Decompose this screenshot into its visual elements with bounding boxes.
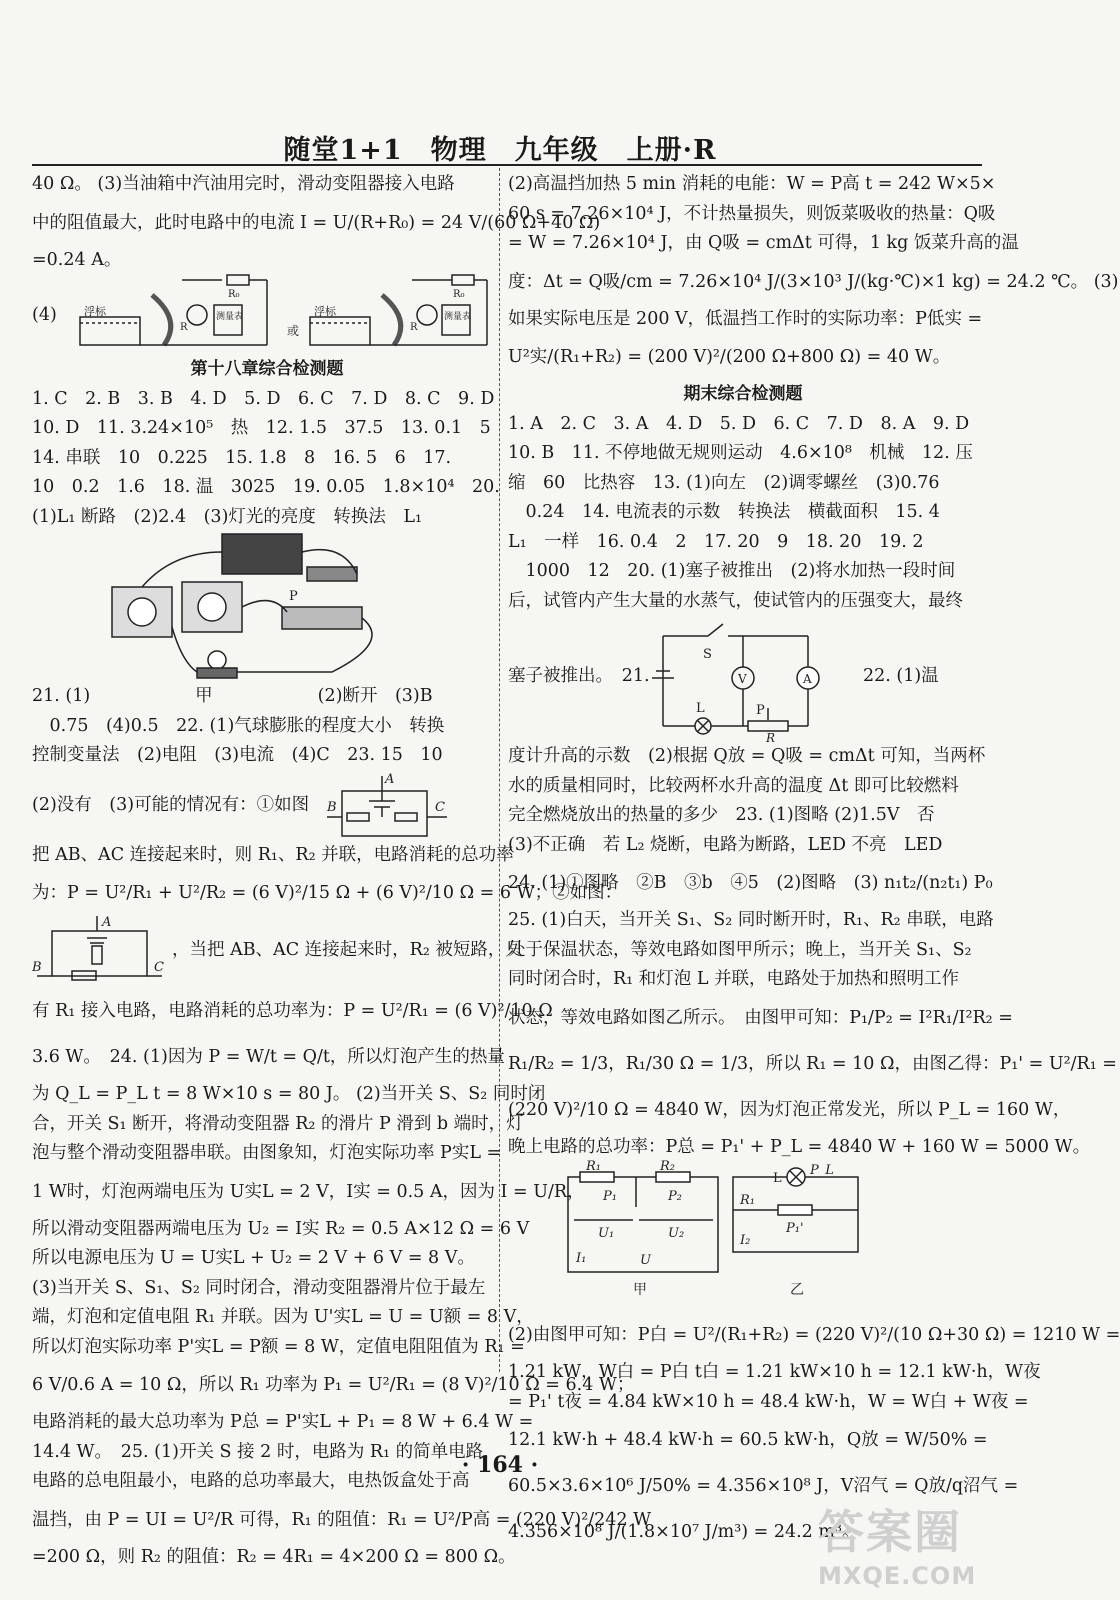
answer-line: 10. D 11. 3.24×10⁵ 热 12. 1.5 37.5 13. 0.1 5 [32,418,491,438]
lamp-bulb [208,651,226,669]
answer-line: 电路的总电阻最小，电路的总功率最大，电热饭盒处于高 [32,1471,470,1491]
answer-line: 3.6 W。 24. (1)因为 P = W/t = Q/t，所以灯泡产生的热量 [32,1047,505,1067]
answer-line: 12.1 kW·h + 48.4 kW·h = 60.5 kW·h，Q放 = W/50% = [508,1430,988,1450]
answer-line: 完全燃烧放出的热量的多少 23. (1)图略 (2)1.5V 否 [508,805,935,825]
answer-line: 为：P = U²/R₁ + U²/R₂ = (6 V)²/15 Ω + (6 V)²/10 Ω = 6 W；②如图： [32,883,623,903]
answer-line: 度计升高的示数 (2)根据 Q放 = Q吸 = cmΔt 可知，当两杯 [508,746,986,766]
fuel-gauge-diagrams [32,275,492,355]
svg-text:B: B [32,960,42,975]
tank-right [310,317,370,345]
right-column [508,170,1120,1555]
answer-line: 1000 12 20. (1)塞子被推出 (2)将水加热一段时间 [508,561,956,581]
answer-line: = W = 7.26×10⁴ J，由 Q吸 = cmΔt 可得，1 kg 饭菜升高的温 [508,233,1019,253]
answer-line: 水的质量相同时，比较两杯水升高的温度 Δt 即可比较燃料 [508,775,959,796]
meter-circle [187,305,207,325]
apparatus-drawing [32,532,492,682]
svg-text:A: A [803,672,812,686]
figure-caption-jia: 甲 [633,1282,647,1298]
svg-text:R: R [410,322,418,333]
answer-line: 1. C 2. B 3. B 4. D 5. D 6. C 7. D 8. C 9. D [32,388,495,409]
answer-line: 10 0.2 1.6 18. 温 3025 19. 0.05 1.8×10⁴ 20. [32,477,500,497]
page-number: · 164 · [461,1452,539,1478]
svg-text:S: S [703,647,712,662]
svg-text:C: C [435,799,445,815]
answer-line: 所以滑动变阻器两端电压为 U₂ = I实 R₂ = 0.5 A×12 Ω = 6 V [32,1218,530,1239]
circuit-diagram-parallel [327,771,487,841]
answer-line: 处于保温状态，等效电路如图甲所示；晚上，当开关 S₁、S₂ [508,939,972,960]
answer-line: 为 Q_L = P_L t = 8 W×10 s = 80 J。 (2)当开关 S、S₂ 同时闭 [32,1084,546,1104]
watermark-url: MXQE.COM [818,1562,977,1590]
fuel-gauge-circuit-figure [32,275,502,355]
answer-line: 4.356×10⁸ J/(1.8×10⁷ J/m³) = 24.2 m³。 [508,1522,860,1542]
meter-label: 测量表 [216,312,244,322]
svg-text:P₁: P₁ [603,1189,617,1204]
svg-text:P₂: P₂ [668,1189,682,1204]
section-title-ch18: 第十八章综合检测题 [190,359,344,379]
answer-line: 泡与整个滑动变阻器串联。由图象知，灯泡实际功率 P实L = [32,1143,502,1163]
resistor-r0 [227,275,249,285]
svg-text:R₁: R₁ [586,1159,601,1174]
answer-line: 把 AB、AC 连接起来时，则 R₁、R₂ 并联，电路消耗的总功率 [32,844,514,865]
answer-line: 21. (1) 甲 (2)断开 (3)B [32,686,433,706]
answer-line: 14. 串联 10 0.225 15. 1.8 8 16. 5 6 17. [32,447,452,468]
answer-line: =0.24 A。 [32,249,122,270]
answer-line: (1)L₁ 断路 (2)2.4 (3)灯光的亮度 转换法 L₁ [32,506,423,527]
svg-text:R₀: R₀ [453,289,465,300]
svg-text:R₂: R₂ [660,1159,675,1174]
answer-line: 14.4 W。 25. (1)开关 S 接 2 时，电路为 R₁ 的简单电路， [32,1441,501,1462]
answer-line: R₁/R₂ = 1/3，R₁/30 Ω = 1/3，所以 R₁ = 10 Ω，由图乙得：P₁' = U²/R₁ = [508,1053,1117,1074]
svg-text:R₁: R₁ [740,1193,755,1208]
figure-label: (4) [32,305,57,325]
answer-line: = P₁' t夜 = 4.84 kW×10 h = 48.4 kW·h，W = W白 + W夜 = [508,1391,1029,1412]
rheostat [282,607,362,629]
sensor-arc [152,295,171,345]
answer-line: (3)当开关 S、S₁、S₂ 同时闭合，滑动变阻器滑片位于最左 [32,1277,486,1298]
svg-text:U₁: U₁ [598,1226,615,1241]
answer-line: 度：Δt = Q吸/cm = 7.26×10⁴ J/(3×10³ J/(kg·℃)×1 kg) = 24.2 ℃。 (3) [508,271,1119,292]
circuit-23-a [32,771,502,841]
answer-line: 1 W时，灯泡两端电压为 U实L = 2 V，I实 = 0.5 A，因为 I = U/R， [32,1181,585,1202]
svg-text:R: R [766,731,776,745]
svg-text:C: C [154,960,164,975]
rheostat-symbol [748,721,788,731]
answer-line: 10. B 11. 不停地做无规则运动 4.6×10⁸ 机械 12. 压 [508,443,973,463]
answer-line: 所以电源电压为 U = U实L + U₂ = 2 V + 6 V = 8 V。 [32,1248,475,1268]
svg-text:U₂: U₂ [668,1226,685,1241]
answer-line: 1.21 kW，W白 = P白 t白 = 1.21 kW×10 h = 12.1 kW·h，W夜 [508,1362,1041,1382]
answer-line: (220 V)²/10 Ω = 4840 W，因为灯泡正常发光，所以 P_L = 160 W， [508,1099,1071,1120]
svg-text:U: U [640,1253,651,1268]
answer-line: 如果实际电压是 200 V，低温挡工作时的实际功率：P低实 = [508,308,983,329]
svg-text:R₀: R₀ [228,289,240,300]
svg-text:P: P [756,703,765,718]
answer-line: =200 Ω，则 R₂ 的阻值：R₂ = 4R₁ = 4×200 Ω = 800 Ω。 [32,1546,516,1567]
answer-line: 有 R₁ 接入电路，电路消耗的总功率为：P = U²/R₁ = (6 V)²/10 Ω [32,1001,553,1021]
apparatus-figure [32,532,502,682]
watermark-logo [818,1496,988,1596]
answer-line: 合，开关 S₁ 断开，将滑动变阻器 R₂ 的滑片 P 滑到 b 端时，灯 [32,1113,524,1134]
answer-line: 控制变量法 (2)电阻 (3)电流 (4)C 23. 15 10 [32,745,443,765]
section-title-final: 期末综合检测题 [683,384,803,404]
answer-line: 缩 60 比热容 13. (1)向左 (2)调零螺丝 (3)0.76 [508,472,940,493]
answer-line: 6 V/0.6 A = 10 Ω，所以 R₁ 功率为 P₁ = U²/R₁ = (8 V)²/10 Ω = 6.4 W； [32,1375,635,1395]
slider-label: P [289,589,298,604]
figure-caption-yi: 乙 [790,1282,804,1298]
answer-line: 晚上电路的总功率：P总 = P₁' + P_L = 4840 W + 160 W = 5000 W。 [508,1136,1091,1157]
answer-line: 端，灯泡和定值电阻 R₁ 并联。因为 U'实L = U = U额 = 8 V， [32,1307,534,1327]
svg-text:B: B [327,799,337,815]
equivalent-circuits-25 [508,1159,978,1312]
svg-text:测量表: 测量表 [444,312,472,322]
svg-text:P₁': P₁' [786,1221,804,1236]
circuit-23-b [32,915,523,988]
tank-left [80,317,140,345]
page-header: 随堂1+1 物理 九年级 上册·R [283,135,717,166]
circuit-21 [508,616,978,745]
svg-text:L: L [696,701,705,716]
answer-line: (2)高温挡加热 5 min 消耗的电能：W = P高 t = 242 W×5× [508,174,996,194]
watermark-text: 答案圈 [818,1505,962,1559]
equivalent-circuit-diagrams [508,1159,978,1312]
battery-pack [222,534,302,574]
answer-line: 塞子被推出。 21. [508,666,650,686]
answer-line: ，当把 AB、AC 连接起来时，R₂ 被短路，只 [172,940,523,960]
answer-line: 中的阻值最大，此时电路中的电流 I = U/(R+R₀) = 24 V/(60 Ω+40 Ω) [32,212,601,233]
svg-text:A: A [385,771,395,787]
answer-line: 24. (1)①图略 ②B ③b ④5 (2)图略 (3) n₁t₂/(n₂t₁) P₀ [508,873,993,893]
answer-line: (2)由图甲可知：P白 = U²/(R₁+R₂) = (220 V)²/(10 Ω+30 Ω) = 1210 W = [508,1325,1120,1345]
answer-line: 所以灯泡实际功率 P'实L = P额 = 8 W，定值电阻阻值为 R₁ = [32,1336,525,1357]
answer-line: 22. (1)温 [863,666,939,686]
answer-line: 同时闭合时，R₁ 和灯泡 L 并联，电路处于加热和照明工作 [508,969,959,989]
svg-text:V: V [738,672,747,686]
circuit-diagram-short [32,916,172,988]
answer-line: 0.24 14. 电流表的示数 转换法 横截面积 15. 4 [508,502,940,522]
answer-line: 后，试管内产生大量的水蒸气，使试管内的压强变大，最终 [508,590,963,611]
circuit-diagram-21 [648,616,828,745]
or-label: 或 [287,324,300,338]
answer-line: 1. A 2. C 3. A 4. D 5. D 6. C 7. D 8. A 9. D [508,413,970,434]
svg-text:P_L: P_L [810,1163,834,1178]
svg-text:I₁: I₁ [576,1251,587,1266]
svg-text:L: L [773,1171,782,1186]
switch [307,567,357,581]
answer-line: 电路消耗的最大总功率为 P总 = P'实L + P₁ = 8 W + 6.4 W = [32,1412,534,1432]
answer-line: 状态，等效电路如图乙所示。 由图甲可知：P₁/P₂ = I²R₁/I²R₂ = [508,1007,1013,1028]
svg-text:I₂: I₂ [740,1233,751,1248]
answer-line: U²实/(R₁+R₂) = (200 V)²/(200 Ω+800 Ω) = 40 W。 [508,347,951,367]
answer-line: 0.75 (4)0.5 22. (1)气球膨胀的程度大小 转换 [32,715,445,736]
answer-line: 40 Ω。 (3)当油箱中汽油用完时，滑动变阻器接入电路 [32,174,455,194]
answer-line: L₁ 一样 16. 0.4 2 17. 20 9 18. 20 19. 2 [508,531,924,552]
answer-line: 25. (1)白天，当开关 S₁、S₂ 同时断开时，R₁、R₂ 串联，电路 [508,910,994,930]
answer-line: 60.5×3.6×10⁶ J/50% = 4.356×10⁸ J，V沼气 = Q放/q沼气 = [508,1476,1019,1496]
svg-text:R: R [180,322,188,333]
answer-line: 温挡，由 P = UI = U²/R 可得，R₁ 的阻值：R₁ = U²/P高 = (220 V)²/242 W [32,1509,652,1530]
svg-text:A: A [102,915,112,930]
answer-line: (3)不正确 若 L₂ 烧断，电路为断路，LED 不亮 LED [508,834,943,855]
svg-text:浮标: 浮标 [314,305,336,318]
answer-line: 60 s = 7.26×10⁴ J，不计热量损失，则饭菜吸收的热量：Q吸 [508,203,996,224]
answer-line: (2)没有 (3)可能的情况有：①如图 [32,794,310,815]
float-label: 浮标 [84,305,106,318]
header-rule [32,164,982,166]
